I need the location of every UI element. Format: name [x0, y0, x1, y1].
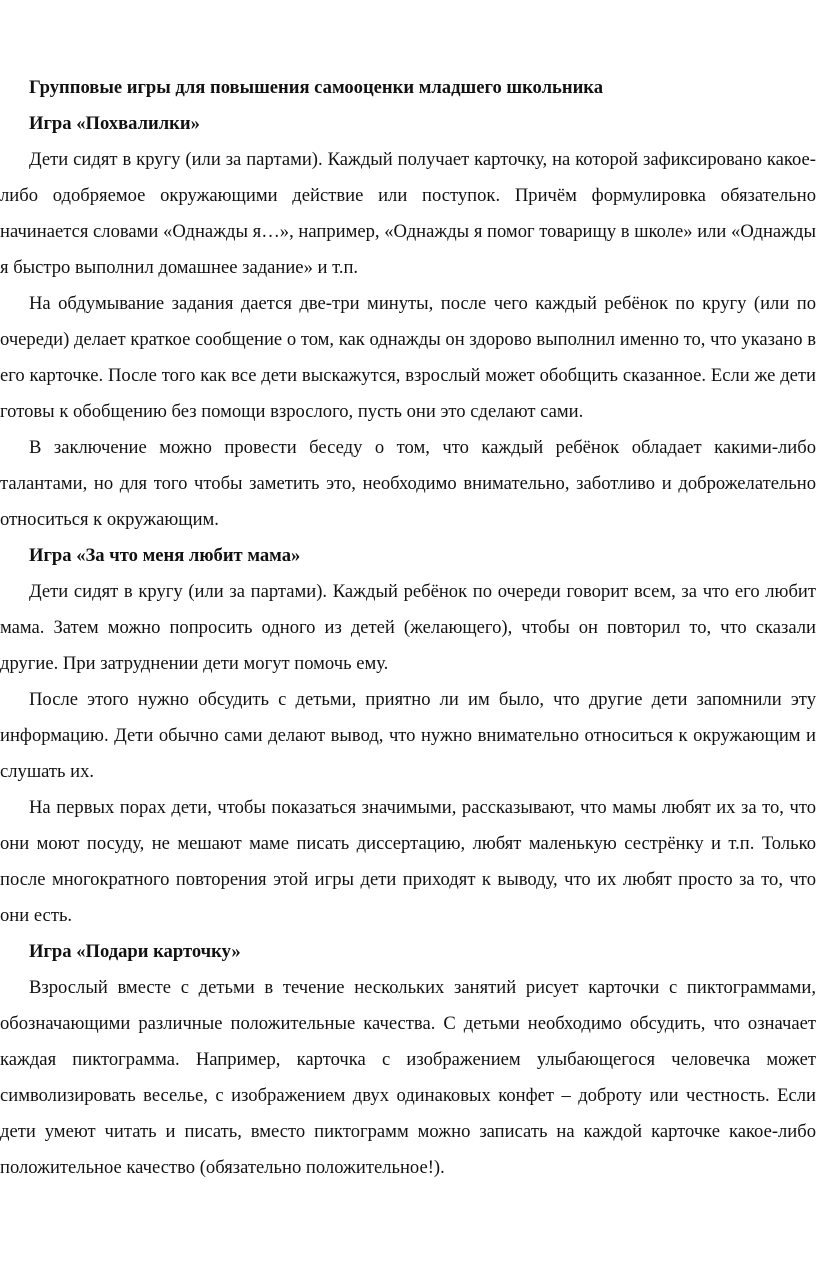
section-heading-podari-kartochku: Игра «Подари карточку»: [29, 941, 241, 962]
document-page: [0, 70, 816, 1186]
paragraph: Дети сидят в кругу (или за партами). Каждый получает карточку, на которой зафиксировано какое-либо одобряемое окружающими действие или поступок. Причём формулировка обязательно начинается словами «Однажды я…», например, «Однажды я помог товарищу в школе» или «Однажды я быстро выполнил домашнее задание» и т.п.: [0, 149, 816, 278]
paragraph: Взрослый вместе с детьми в течение нескольких занятий рисует карточки с пиктограммами, обозначающими различные положительные качества. С детьми необходимо обсудить, что означает каждая пиктограмма. Например, карточка с изображением улыбающегося человечка может символизировать веселье, с изображением двух одинаковых конфет – доброту или честность. Если дети умеют читать и писать, вместо пиктограмм можно записать на каждой карточке какое-либо положительное качество (обязательно положительное!).: [0, 977, 816, 1178]
paragraph: В заключение можно провести беседу о том, что каждый ребёнок обладает какими-либо талантами, но для того чтобы заметить это, необходимо внимательно, заботливо и доброжелательно относиться к окружающим.: [0, 437, 816, 530]
document-title: Групповые игры для повышения самооценки младшего школьника: [29, 77, 604, 98]
section-heading-mama: Игра «За что меня любит мама»: [29, 545, 301, 566]
paragraph: Дети сидят в кругу (или за партами). Каждый ребёнок по очереди говорит всем, за что его любит мама. Затем можно попросить одного из детей (желающего), чтобы он повторил то, что сказали другие. При затруднении дети могут помочь ему.: [0, 581, 816, 674]
paragraph: После этого нужно обсудить с детьми, приятно ли им было, что другие дети запомнили эту информацию. Дети обычно сами делают вывод, что нужно внимательно относиться к окружающим и слушать их.: [0, 689, 816, 782]
paragraph: На первых порах дети, чтобы показаться значимыми, рассказывают, что мамы любят их за то, что они моют посуду, не мешают маме писать диссертацию, любят маленькую сестрёнку и т.п. Только после многократного повторения этой игры дети приходят к выводу, что их любят просто за то, что они есть.: [0, 797, 816, 926]
section-heading-pokhvalilki: Игра «Похвалилки»: [29, 113, 200, 134]
paragraph: На обдумывание задания дается две-три минуты, после чего каждый ребёнок по кругу (или по очереди) делает краткое сообщение о том, как однажды он здорово выполнил именно то, что указано в его карточке. После того как все дети выскажутся, взрослый может обобщить сказанное. Если же дети готовы к обобщению без помощи взрослого, пусть они это сделают сами.: [0, 293, 816, 422]
